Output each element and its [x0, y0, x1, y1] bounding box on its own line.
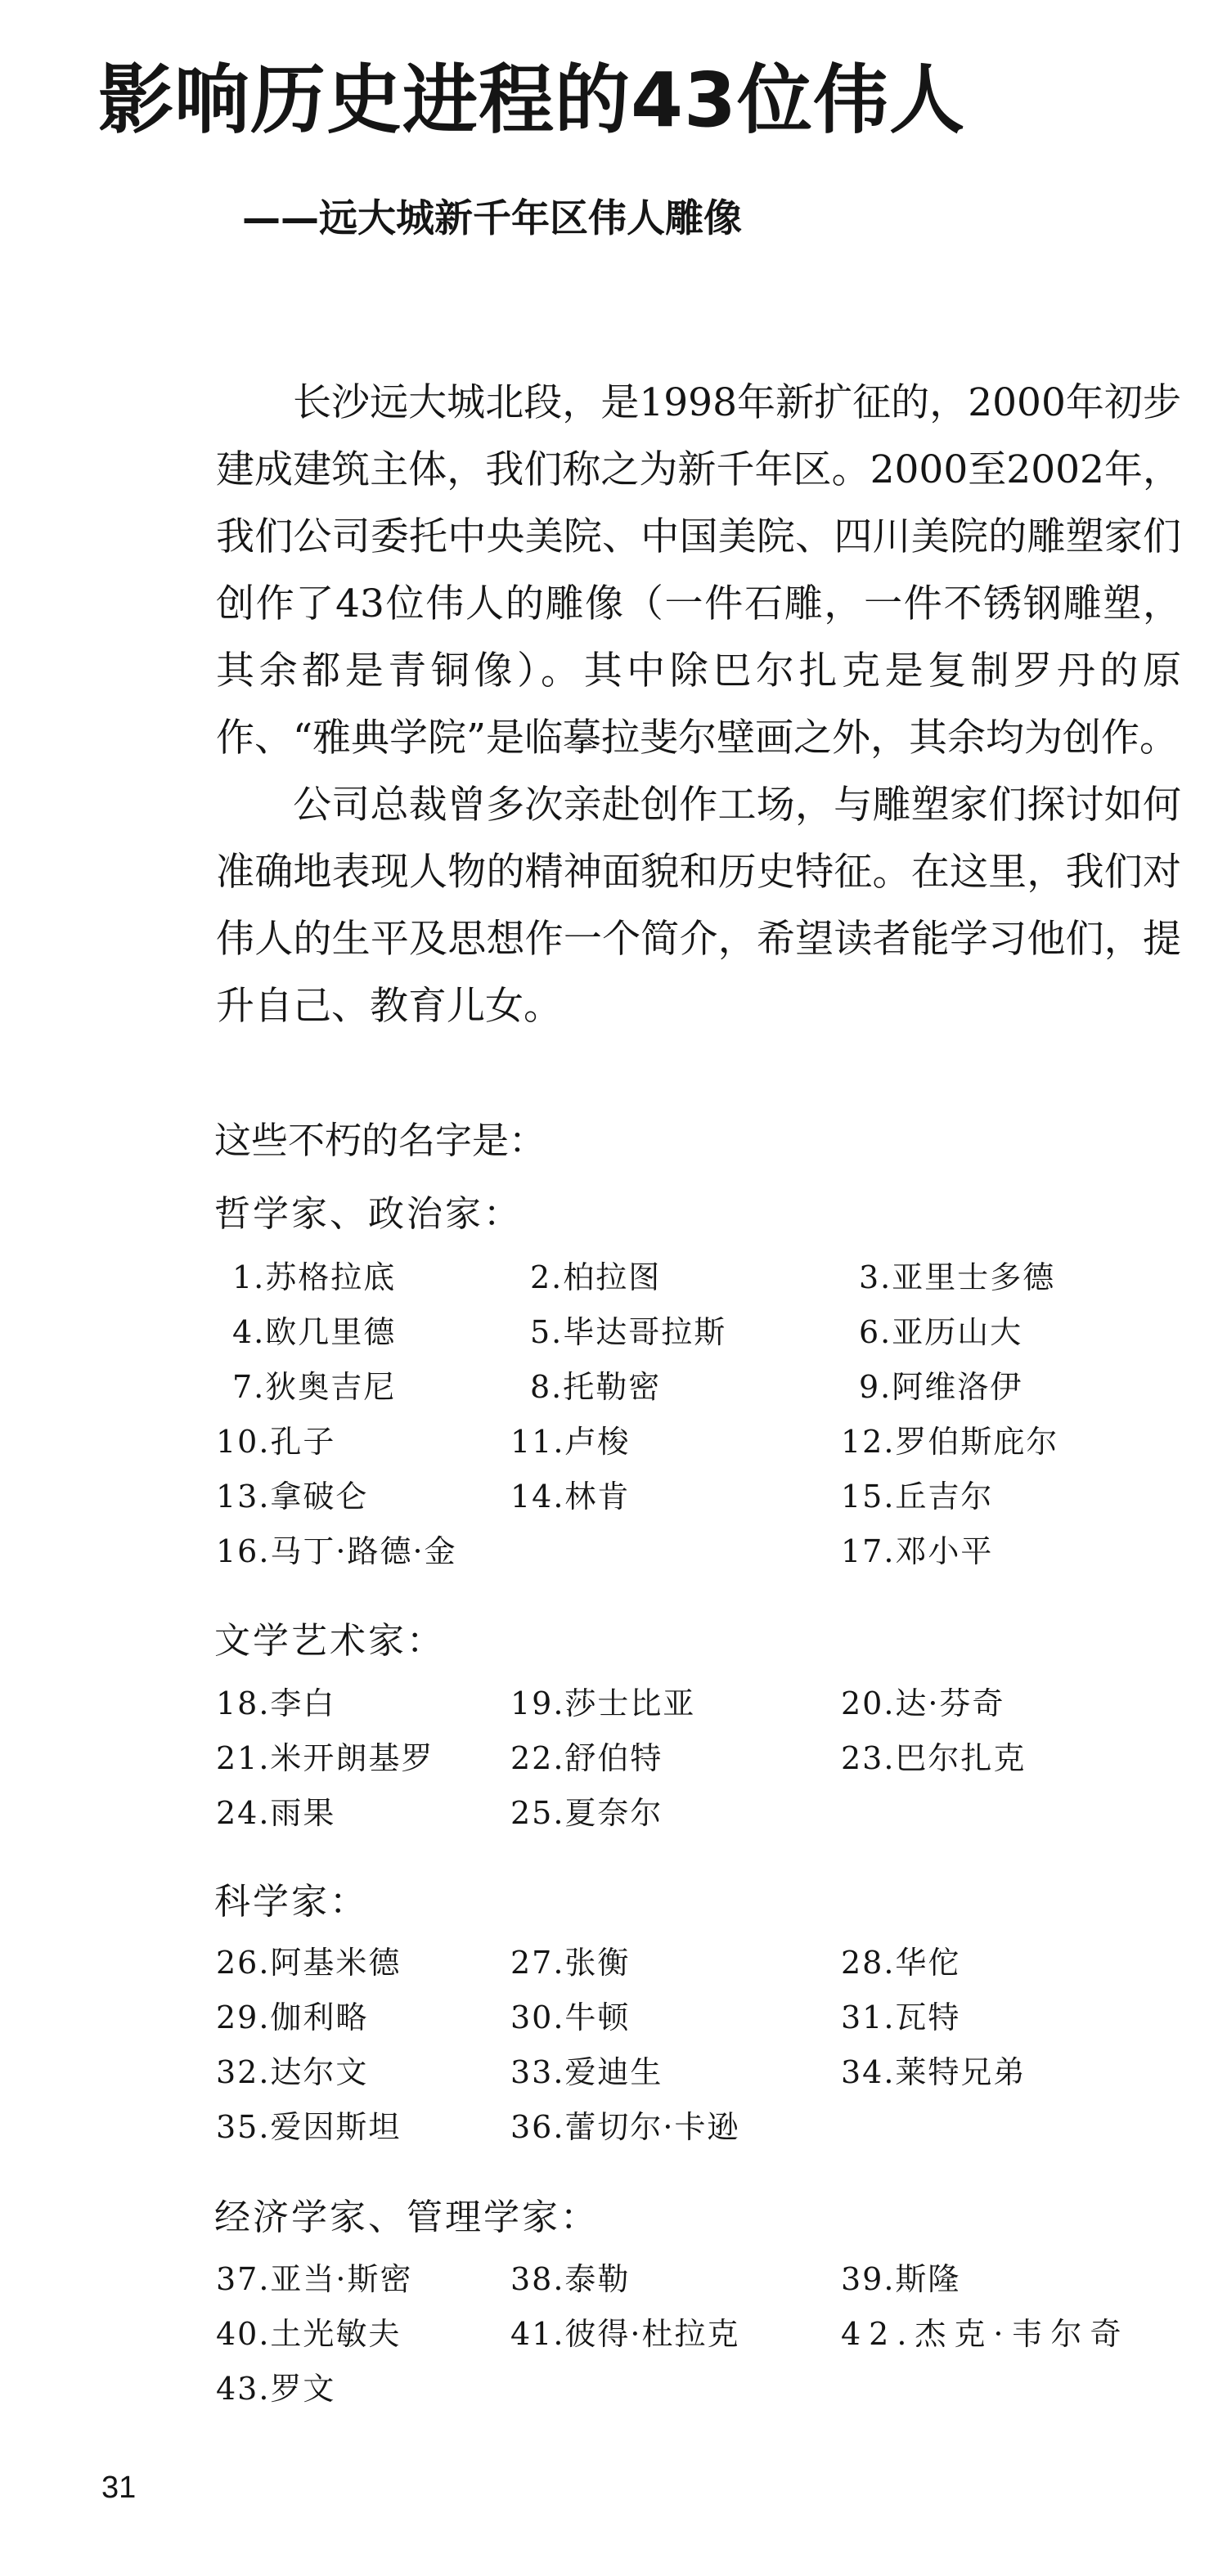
name-entry: 20.达·芬奇 [841, 1685, 1005, 1721]
category-heading-artists: 文学艺术家： [214, 1620, 445, 1662]
name-row [216, 2362, 1189, 2417]
name-entry: 14.林肯 [510, 1479, 631, 1515]
name-row [216, 1470, 1189, 1524]
name-entry: 13.拿破仑 [216, 1479, 369, 1515]
name-entry: 40.土光敏夫 [216, 2316, 402, 2352]
name-entry: 4.欧几里德 [232, 1314, 397, 1350]
name-row [216, 1305, 1189, 1360]
name-entry: 12.罗伯斯庇尔 [841, 1424, 1059, 1460]
name-entry: 31.瓦特 [841, 1999, 961, 2035]
category-heading-scientists: 科学家： [214, 1881, 368, 1923]
name-entry: 19.莎士比亚 [510, 1685, 696, 1721]
name-entry: 36.蕾切尔·卡逊 [510, 2109, 740, 2145]
name-entry: 28.华佗 [841, 1945, 961, 1981]
name-row [216, 2100, 1189, 2155]
name-entry: 1.苏格拉底 [232, 1259, 397, 1295]
name-entry: 3.亚里士多德 [859, 1259, 1056, 1295]
name-entry: 24.雨果 [216, 1795, 336, 1831]
name-entry: 9.阿维洛伊 [859, 1369, 1023, 1405]
name-row [216, 1731, 1189, 1786]
names-grid-economists [216, 2252, 1189, 2417]
name-row [216, 2045, 1189, 2100]
name-entry: 23.巴尔扎克 [841, 1740, 1027, 1776]
name-entry: 10.孔子 [216, 1424, 336, 1460]
name-row [216, 2307, 1189, 2362]
names-grid-artists [216, 1676, 1189, 1841]
name-entry: 18.李白 [216, 1685, 336, 1721]
name-row [216, 2252, 1189, 2307]
name-row [216, 1676, 1189, 1731]
name-entry: 34.莱特兄弟 [841, 2054, 1027, 2090]
name-entry: 22.舒伯特 [510, 1740, 663, 1776]
name-entry: 15.丘吉尔 [841, 1479, 994, 1515]
name-entry: 30.牛顿 [510, 1999, 631, 2035]
name-entry: 6.亚历山大 [859, 1314, 1023, 1350]
name-entry: 38.泰勒 [510, 2261, 631, 2297]
name-entry: 33.爱迪生 [510, 2054, 663, 2090]
name-entry: 27.张衡 [510, 1945, 631, 1981]
name-entry: 41.彼得·杜拉克 [510, 2316, 740, 2352]
category-heading-philosophers: 哲学家、政治家： [214, 1193, 522, 1235]
name-entry: 11.卢梭 [510, 1424, 631, 1460]
category-heading-economists: 经济学家、管理学家： [214, 2197, 599, 2238]
name-entry: 43.罗文 [216, 2371, 336, 2407]
name-entry: 2.柏拉图 [530, 1259, 662, 1295]
name-row [216, 1990, 1189, 2045]
paragraph-1: 长沙远大城北段，是1998年新扩征的，2000年初步建成建筑主体，我们称之为新千年区。2000至2002年，我们公司委托中央美院、中国美院、四川美院的雕塑家们创作了43位伟人的雕像（一件石雕，一件不锈钢雕塑，其余都是青铜像）。其中除巴尔扎克是复制罗丹的原作、“雅典学院”是临摹拉斐尔壁画之外，其余均为创作。 [216, 380, 1181, 761]
name-entry: 29.伽利略 [216, 1999, 369, 2035]
name-row [216, 1936, 1189, 1990]
name-entry: 42.杰克·韦尔奇 [841, 2316, 1130, 2352]
name-entry: 5.毕达哥拉斯 [530, 1314, 727, 1350]
names-intro: 这些不朽的名字是： [214, 1119, 546, 1162]
page-number: 31 [101, 2471, 137, 2505]
name-entry: 21.米开朗基罗 [216, 1740, 434, 1776]
paragraph-2: 公司总裁曾多次亲赴创作工场，与雕塑家们探讨如何准确地表现人物的精神面貌和历史特征。在这里，我们对伟人的生平及思想作一个简介，希望读者能学习他们，提升自己、教育儿女。 [216, 783, 1181, 1029]
name-entry: 7.狄奥吉尼 [232, 1369, 397, 1405]
page-title: 影响历史进程的43位伟人 [98, 56, 966, 144]
names-grid-philosophers [216, 1250, 1189, 1579]
name-entry: 32.达尔文 [216, 2054, 369, 2090]
name-entry: 37.亚当·斯密 [216, 2261, 413, 2297]
name-row [216, 1786, 1189, 1841]
name-row [216, 1250, 1189, 1305]
name-entry: 26.阿基米德 [216, 1945, 402, 1981]
name-entry: 35.爱因斯坦 [216, 2109, 402, 2145]
page-subtitle: ——远大城新千年区伟人雕像 [242, 196, 742, 241]
name-row [216, 1360, 1189, 1415]
body-text [216, 370, 1181, 1040]
name-entry: 17.邓小平 [841, 1533, 994, 1569]
name-row [216, 1415, 1189, 1470]
name-entry: 25.夏奈尔 [510, 1795, 663, 1831]
name-entry: 39.斯隆 [841, 2261, 961, 2297]
name-entry: 8.托勒密 [530, 1369, 662, 1405]
names-grid-scientists [216, 1936, 1189, 2155]
name-row [216, 1524, 1189, 1579]
name-entry: 16.马丁·路德·金 [216, 1533, 457, 1569]
